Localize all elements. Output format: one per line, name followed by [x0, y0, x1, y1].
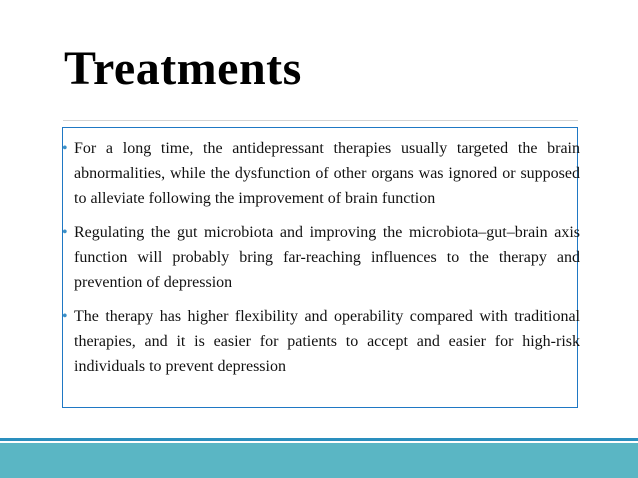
- footer-band-thin: [0, 438, 638, 441]
- bullet-item: [62, 220, 578, 295]
- footer-band: [0, 443, 638, 478]
- bullet-text: The therapy has higher flexibility and operability compared with traditional therapies, and it is easier for patients to accept and easier for high-risk individuals to prevent depression: [74, 308, 580, 375]
- bullet-icon: •: [62, 224, 68, 241]
- bullet-list: [62, 136, 578, 388]
- title-divider: [63, 120, 578, 121]
- bullet-item: [62, 136, 578, 211]
- bullet-item: [62, 304, 578, 379]
- bullet-text: For a long time, the antidepressant therapies usually targeted the brain abnormalities, while the dysfunction of other organs was ignored or supposed to alleviate following the improvement of brain function: [74, 140, 580, 207]
- bullet-icon: •: [62, 140, 68, 157]
- bullet-text: Regulating the gut microbiota and improving the microbiota–gut–brain axis function will probably bring far-reaching influences to the therapy and prevention of depression: [74, 224, 580, 291]
- slide-title: Treatments: [64, 42, 302, 95]
- bullet-icon: •: [62, 308, 68, 325]
